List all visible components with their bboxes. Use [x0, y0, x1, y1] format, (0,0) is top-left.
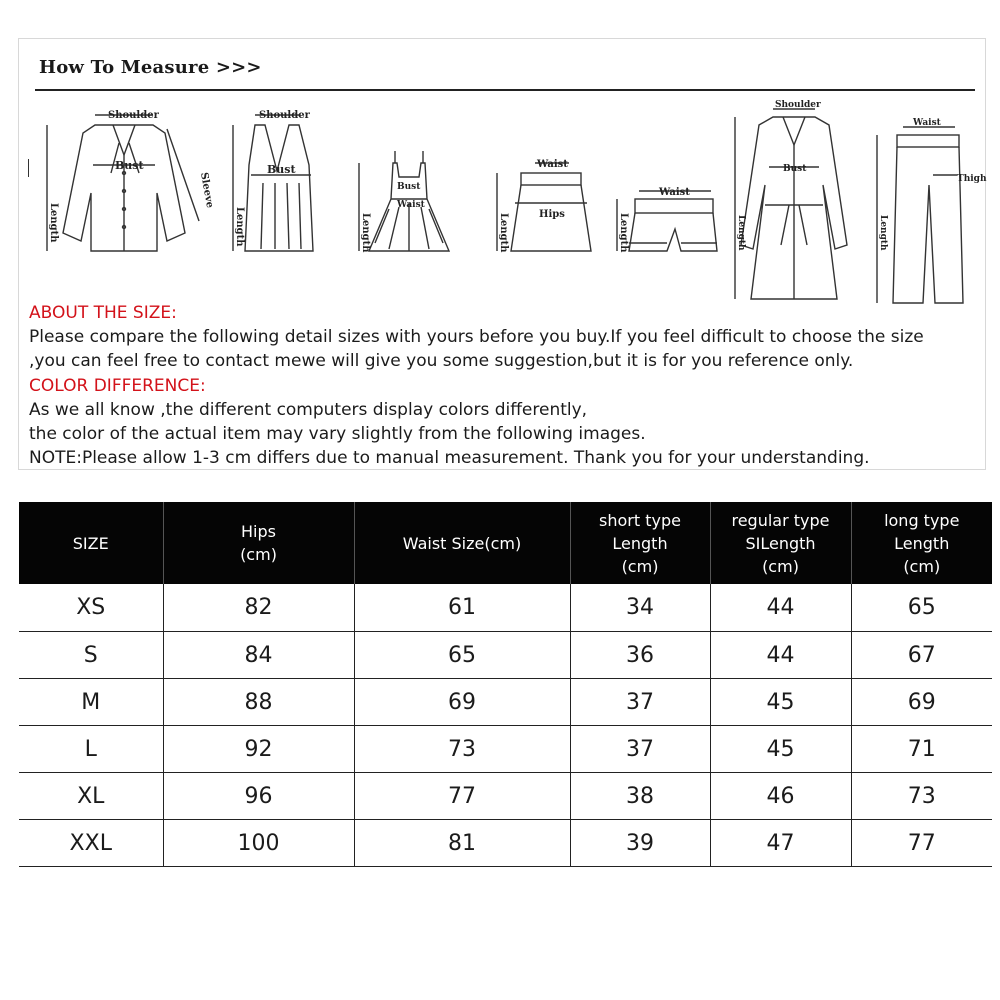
cell-waist: 77 [354, 773, 570, 820]
cell-hips: 92 [163, 726, 354, 773]
cell-regular-length: 44 [710, 584, 851, 632]
cell-waist: 61 [354, 584, 570, 632]
cell-long-length: 69 [851, 679, 992, 726]
cell-regular-length: 47 [710, 820, 851, 867]
label-length: Length [618, 213, 629, 253]
cell-short-length: 37 [570, 679, 710, 726]
label-length: Length [498, 213, 509, 253]
header-long-line3: (cm) [903, 556, 941, 576]
label-thigh: Thigh [957, 174, 987, 184]
cell-long-length: 67 [851, 632, 992, 679]
cell-waist: 65 [354, 632, 570, 679]
label-bust: Bust [267, 163, 296, 176]
header-hips-line1: Hips [241, 522, 276, 541]
header-regular-line1: regular type [731, 510, 830, 530]
label-length: Length [878, 215, 888, 251]
cell-regular-length: 45 [710, 679, 851, 726]
label-bust: Bust [783, 164, 807, 174]
label-shoulder: Shoulder [775, 100, 821, 110]
cell-waist: 81 [354, 820, 570, 867]
header-regular-line2: SILength [745, 533, 816, 553]
color-difference-line-1: As we all know ,the different computers display colors differently, [29, 399, 588, 420]
label-sleeve: Sleeve [198, 171, 216, 209]
table-row [19, 584, 992, 632]
cell-size: M [19, 679, 163, 726]
about-size-line-1: Please compare the following detail sizes with yours before you buy.If you feel difficult to choose the size [29, 327, 924, 348]
label-length: Length [360, 213, 371, 253]
cell-waist: 69 [354, 679, 570, 726]
cell-long-length: 65 [851, 584, 992, 632]
header-short-line2: Length [612, 533, 668, 553]
about-size-line-2: ,you can feel free to contact mewe will give you some suggestion,but it is for you reference only. [29, 351, 854, 372]
dress-illustration [345, 103, 465, 263]
label-bust: Bust [397, 182, 421, 192]
cell-long-length: 71 [851, 726, 992, 773]
table-row [19, 632, 992, 679]
header-short-line3: (cm) [621, 556, 659, 576]
cell-size: L [19, 726, 163, 773]
cell-size: XS [19, 584, 163, 632]
label-shoulder: Shoulder [259, 110, 310, 121]
cell-regular-length: 46 [710, 773, 851, 820]
table-row [19, 773, 992, 820]
color-difference-line-2: the color of the actual item may vary slightly from the following images. [29, 424, 646, 445]
cell-waist: 73 [354, 726, 570, 773]
label-hips: Hips [539, 209, 565, 220]
header-long-length [851, 502, 992, 584]
header-long-line2: Length [894, 533, 950, 553]
cell-size: S [19, 632, 163, 679]
coat-illustration [723, 95, 863, 305]
header-long-line1: long type [884, 510, 960, 530]
cell-size: XL [19, 773, 163, 820]
cell-long-length: 77 [851, 820, 992, 867]
table-row [19, 679, 992, 726]
header-hips [163, 502, 354, 584]
table-row [19, 820, 992, 867]
size-notes [29, 301, 979, 470]
skirt-illustration [475, 103, 595, 263]
cell-short-length: 36 [570, 632, 710, 679]
label-waist: Waist [397, 200, 425, 210]
header-waist-text: Waist Size(cm) [402, 533, 522, 553]
header-size-text: SIZE [72, 533, 109, 553]
cell-hips: 96 [163, 773, 354, 820]
cell-hips: 82 [163, 584, 354, 632]
label-waist: Waist [913, 118, 941, 128]
cell-size: XXL [19, 820, 163, 867]
header-hips-line2: (cm) [240, 545, 277, 564]
label-bust: Bust [115, 159, 144, 172]
title-divider [35, 89, 975, 91]
pants-illustration [853, 95, 987, 305]
cell-short-length: 38 [570, 773, 710, 820]
header-regular-length [710, 502, 851, 584]
cell-long-length: 73 [851, 773, 992, 820]
label-waist: Waist [537, 159, 568, 170]
size-chart-table [19, 502, 992, 867]
cell-hips: 88 [163, 679, 354, 726]
header-regular-line3: (cm) [762, 556, 799, 576]
table-row [19, 726, 992, 773]
color-difference-heading: COLOR DIFFERENCE: [29, 375, 206, 396]
about-size-heading: ABOUT THE SIZE: [29, 303, 177, 323]
cell-short-length: 34 [570, 584, 710, 632]
shorts-illustration [595, 103, 725, 263]
header-size [19, 502, 163, 584]
label-length: Length [736, 215, 746, 251]
header-short-length [570, 502, 710, 584]
label-waist: Waist [659, 187, 690, 198]
blouse-illustration [35, 103, 225, 263]
camisole-illustration [215, 103, 335, 263]
cell-regular-length: 45 [710, 726, 851, 773]
cell-hips: 84 [163, 632, 354, 679]
label-length: Length [48, 203, 59, 243]
measurement-illustrations [19, 93, 987, 333]
cell-regular-length: 44 [710, 632, 851, 679]
header-waist [354, 502, 570, 584]
label-shoulder: Shoulder [108, 110, 159, 121]
measurement-note: NOTE:Please allow 1-3 cm differs due to manual measurement. Thank you for your understanding. [29, 448, 870, 469]
cell-short-length: 37 [570, 726, 710, 773]
label-length: Length [234, 207, 245, 247]
size-chart-header-row [19, 502, 992, 584]
cell-hips: 100 [163, 820, 354, 867]
how-to-measure-title: How To Measure >>> [39, 57, 262, 78]
header-short-line1: short type [599, 510, 681, 530]
cell-short-length: 39 [570, 820, 710, 867]
how-to-measure-panel [18, 38, 986, 470]
